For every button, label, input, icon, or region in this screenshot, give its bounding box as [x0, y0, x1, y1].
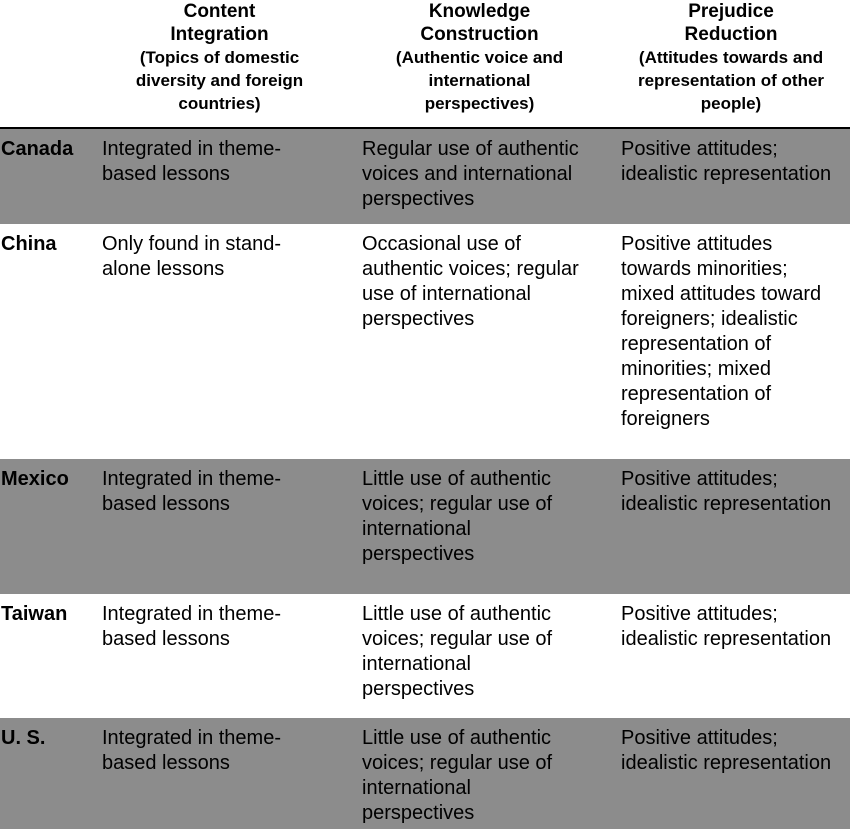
knowledge-construction-cell: Regular use of authentic voices and international perspectives	[362, 138, 579, 210]
header-subtitle: (Topics of domestic diversity and foreign countries)	[135, 48, 304, 113]
prejudice-reduction-cell: Positive attitudes towards minorities; mixed attitudes toward foreigners; idealistic representation of minorities; mixed representation of foreigners	[621, 233, 822, 430]
content-integration-cell: Integrated in theme- based lessons	[102, 603, 281, 650]
prejudice-reduction-cell: Positive attitudes; idealistic representation	[621, 468, 832, 515]
content-integration-cell: Only found in stand- alone lessons	[102, 233, 281, 280]
table-row-us	[0, 718, 850, 829]
country-cell: Taiwan	[1, 603, 68, 625]
country-cell: U. S.	[1, 727, 46, 749]
prejudice-reduction-cell: Positive attitudes; idealistic representation	[621, 138, 832, 185]
country-cell: Mexico	[1, 468, 69, 490]
knowledge-construction-cell: Occasional use of authentic voices; regular use of international perspectives	[362, 233, 579, 330]
header-subtitle: (Authentic voice and international perspectives)	[395, 48, 564, 113]
header-title: Knowledge Construction	[420, 1, 539, 45]
header-prejudice-reduction	[612, 0, 850, 115]
header-title: Prejudice Reduction	[684, 1, 778, 45]
content-integration-cell: Integrated in theme- based lessons	[102, 468, 281, 515]
prejudice-reduction-cell: Positive attitudes; idealistic representation	[621, 603, 832, 650]
country-cell: China	[1, 233, 57, 255]
table-row-taiwan	[0, 594, 850, 718]
header-title: Content Integration	[170, 1, 269, 45]
table-row-canada	[0, 129, 850, 224]
header-knowledge-construction	[352, 0, 607, 115]
prejudice-reduction-cell: Positive attitudes; idealistic representation	[621, 727, 832, 774]
header-subtitle: (Attitudes towards and representation of other people)	[637, 48, 825, 113]
table-row-mexico	[0, 459, 850, 594]
country-cell: Canada	[1, 138, 74, 160]
header-content-integration	[92, 0, 347, 115]
knowledge-construction-cell: Little use of authentic voices; regular use of international perspectives	[362, 603, 553, 700]
table-row-china	[0, 224, 850, 459]
content-integration-cell: Integrated in theme- based lessons	[102, 138, 281, 185]
knowledge-construction-cell: Little use of authentic voices; regular use of international perspectives	[362, 727, 553, 824]
knowledge-construction-cell: Little use of authentic voices; regular use of international perspectives	[362, 468, 553, 565]
content-integration-cell: Integrated in theme- based lessons	[102, 727, 281, 774]
